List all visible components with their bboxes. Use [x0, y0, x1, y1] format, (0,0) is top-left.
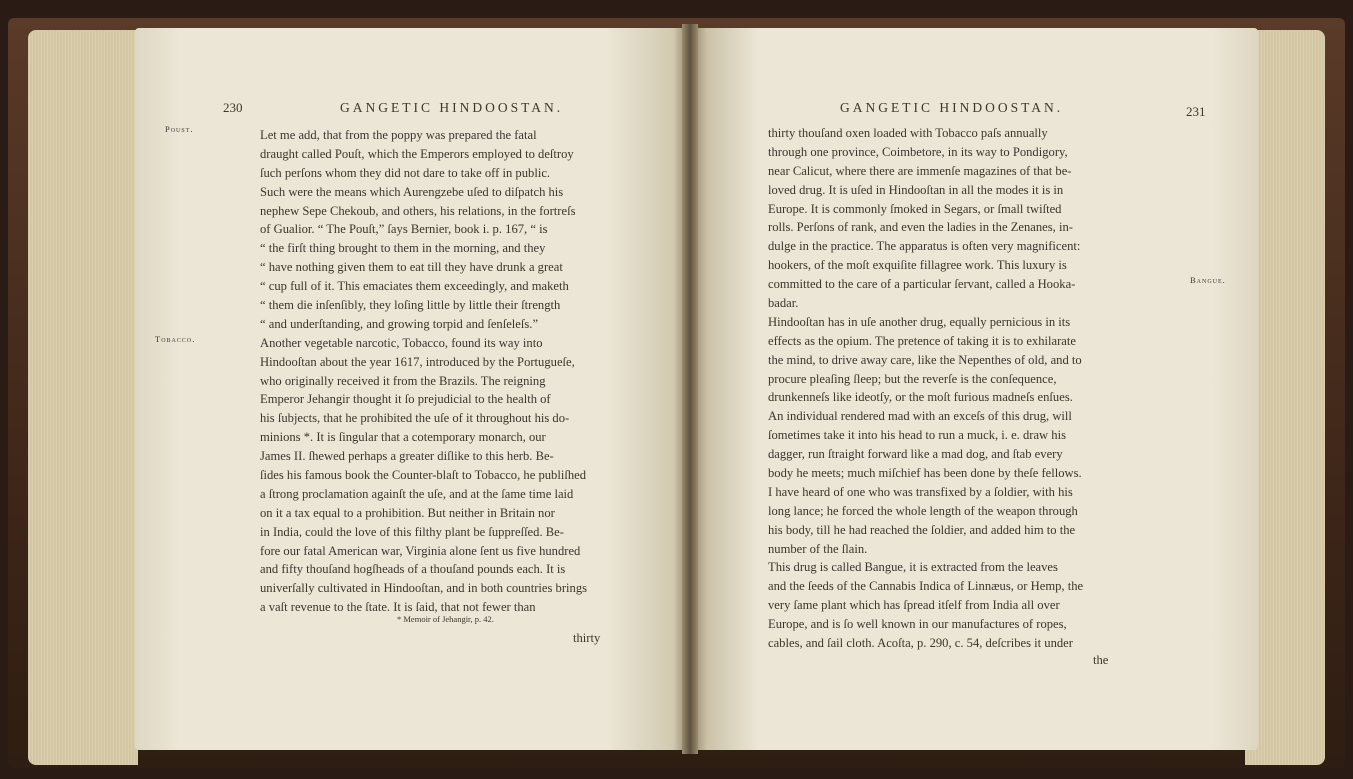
page-number: 231	[1186, 104, 1206, 119]
text-line: dulge in the practice. The apparatus is often very magnificent:	[768, 239, 1081, 254]
text-line: hookers, of the moſt exquiſite fillagree work. This luxury is	[768, 258, 1067, 273]
text-line: “ them die inſenſibly, they loſing little by little their ſtrength	[260, 298, 561, 313]
text-line: dagger, run ſtraight forward like a mad dog, and ſtab every	[768, 447, 1063, 462]
text-line: a vaſt revenue to the ſtate. It is ſaid, that not fewer than	[260, 600, 536, 615]
text-line: committed to the care of a particular ſervant, called a Hooka-	[768, 277, 1076, 292]
text-line: fore our fatal American war, Virginia alone ſent us five hundred	[260, 543, 581, 558]
left-page-edges	[28, 30, 138, 765]
text-line: “ have nothing given them to eat till they have drunk a great	[260, 260, 563, 275]
text-line: the mind, to drive away care, like the Nepenthes of old, and to	[768, 352, 1082, 367]
text-line: cables, and ſail cloth. Acoſta, p. 290, c. 54, deſcribes it under	[768, 636, 1073, 651]
text-line: ſides his famous book the Counter-blaſt to Tobacco, he publiſhed	[260, 468, 587, 483]
text-line: “ and underſtanding, and growing torpid and ſenſeleſs.”	[260, 316, 539, 331]
book-gutter	[682, 24, 698, 754]
text-line: “ cup full of it. This emaciates them exceedingly, and maketh	[260, 279, 569, 294]
text-line: near Calicut, where there are immenſe magazines of that be-	[768, 163, 1072, 178]
text-line: nephew Sepe Chekoub, and others, his relations, in the fortreſs	[260, 203, 576, 218]
text-line: body he meets; much miſchief has been done by theſe fellows.	[768, 466, 1082, 481]
text-line: very ſame plant which has ſpread itſelf from India all over	[768, 598, 1060, 613]
text-line: univerſally cultivated in Hindooſtan, and in both countries brings	[260, 581, 588, 596]
margin-note-poust: Poust.	[165, 124, 194, 134]
footnote: * Memoir of Jehangir, p. 42.	[397, 614, 494, 624]
left-body-text	[260, 126, 587, 617]
text-line: ſuch perſons whom they did not dare to take off in public.	[260, 165, 551, 180]
text-line: on it a tax equal to a prohibition. But neither in Britain nor	[260, 505, 555, 520]
text-line: loved drug. It is uſed in Hindooſtan in all the modes it is in	[768, 182, 1064, 197]
text-line: number of the ſlain.	[768, 541, 868, 556]
margin-note-tobacco: Tobacco.	[155, 334, 196, 344]
text-line: effects as the opium. The pretence of taking it is to exhilarate	[768, 333, 1076, 348]
text-line: “ the firſt thing brought to them in the morning, and they	[260, 241, 546, 256]
text-line: and the ſeeds of the Cannabis Indica of Linnæus, or Hemp, the	[768, 579, 1084, 594]
text-line: Hindooſtan has in uſe another drug, equally pernicious in its	[768, 314, 1071, 329]
text-line: I have heard of one who was transfixed by a ſoldier, with his	[768, 484, 1073, 499]
text-line: his body, till he had reached the ſoldier, and added him to the	[768, 522, 1076, 537]
right-page	[690, 28, 1258, 750]
text-line: rolls. Perſons of rank, and even the ladies in the Zenanes, in-	[768, 220, 1073, 235]
margin-note-bangue: Bangue.	[1190, 275, 1226, 285]
text-line: ſometimes take it into his head to run a muck, i. e. draw his	[768, 428, 1066, 443]
text-line: in India, could the love of this filthy plant be ſuppreſſed. Be-	[260, 524, 564, 539]
left-page	[135, 28, 690, 750]
right-body-text	[768, 124, 1083, 653]
catchword: the	[1093, 653, 1109, 667]
text-line: thirty thouſand oxen loaded with Tobacco paſs annually	[768, 126, 1048, 140]
text-line: Hindooſtan about the year 1617, introduced by the Portugueſe,	[260, 354, 575, 369]
text-line: Europe. It is commonly ſmoked in Segars, or ſmall twiſted	[768, 201, 1062, 216]
text-line: procure pleaſing ſleep; but the reverſe is the conſequence,	[768, 371, 1057, 386]
text-line: Emperor Jehangir thought it ſo prejudicial to the health of	[260, 392, 551, 407]
text-line: James II. ſhewed perhaps a greater diſlike to this herb. Be-	[260, 449, 554, 464]
text-line: Such were the means which Aurengzebe uſed to diſpatch his	[260, 184, 564, 199]
text-line: through one province, Coimbetore, in its way to Pondigory,	[768, 144, 1068, 159]
running-head: GANGETIC HINDOOSTAN.	[840, 100, 1064, 115]
text-line: Let me add, that from the poppy was prepared the fatal	[260, 128, 537, 142]
running-head: GANGETIC HINDOOSTAN.	[340, 100, 564, 115]
catchword: thirty	[573, 631, 601, 645]
text-line: An individual rendered mad with an exceſs of this drug, will	[768, 409, 1072, 424]
text-line: Europe, and is ſo well known in our manufactures of ropes,	[768, 617, 1067, 632]
text-line: of Gualior. “ The Pouſt,” ſays Bernier, book i. p. 167, “ is	[260, 222, 548, 237]
text-line: and fifty thouſand hogſheads of a thouſand pounds each. It is	[260, 562, 566, 577]
text-line: minions *. It is ſingular that a cotemporary monarch, our	[260, 430, 546, 445]
text-line: badar.	[768, 296, 799, 311]
text-line: who originally received it from the Brazils. The reigning	[260, 373, 546, 388]
text-line: This drug is called Bangue, it is extracted from the leaves	[768, 560, 1058, 575]
text-line: his ſubjects, that he prohibited the uſe of it throughout his do-	[260, 411, 570, 426]
text-line: Another vegetable narcotic, Tobacco, found its way into	[260, 335, 543, 350]
text-line: a ſtrong proclamation againſt the uſe, and at the ſame time laid	[260, 486, 574, 501]
text-line: draught called Pouſt, which the Emperors employed to deſtroy	[260, 146, 574, 161]
text-line: long lance; he forced the whole length of the weapon through	[768, 503, 1078, 518]
text-line: drunkenneſs like ideotſy, or the moſt furious madneſs enſues.	[768, 390, 1073, 405]
page-number: 230	[223, 100, 243, 115]
